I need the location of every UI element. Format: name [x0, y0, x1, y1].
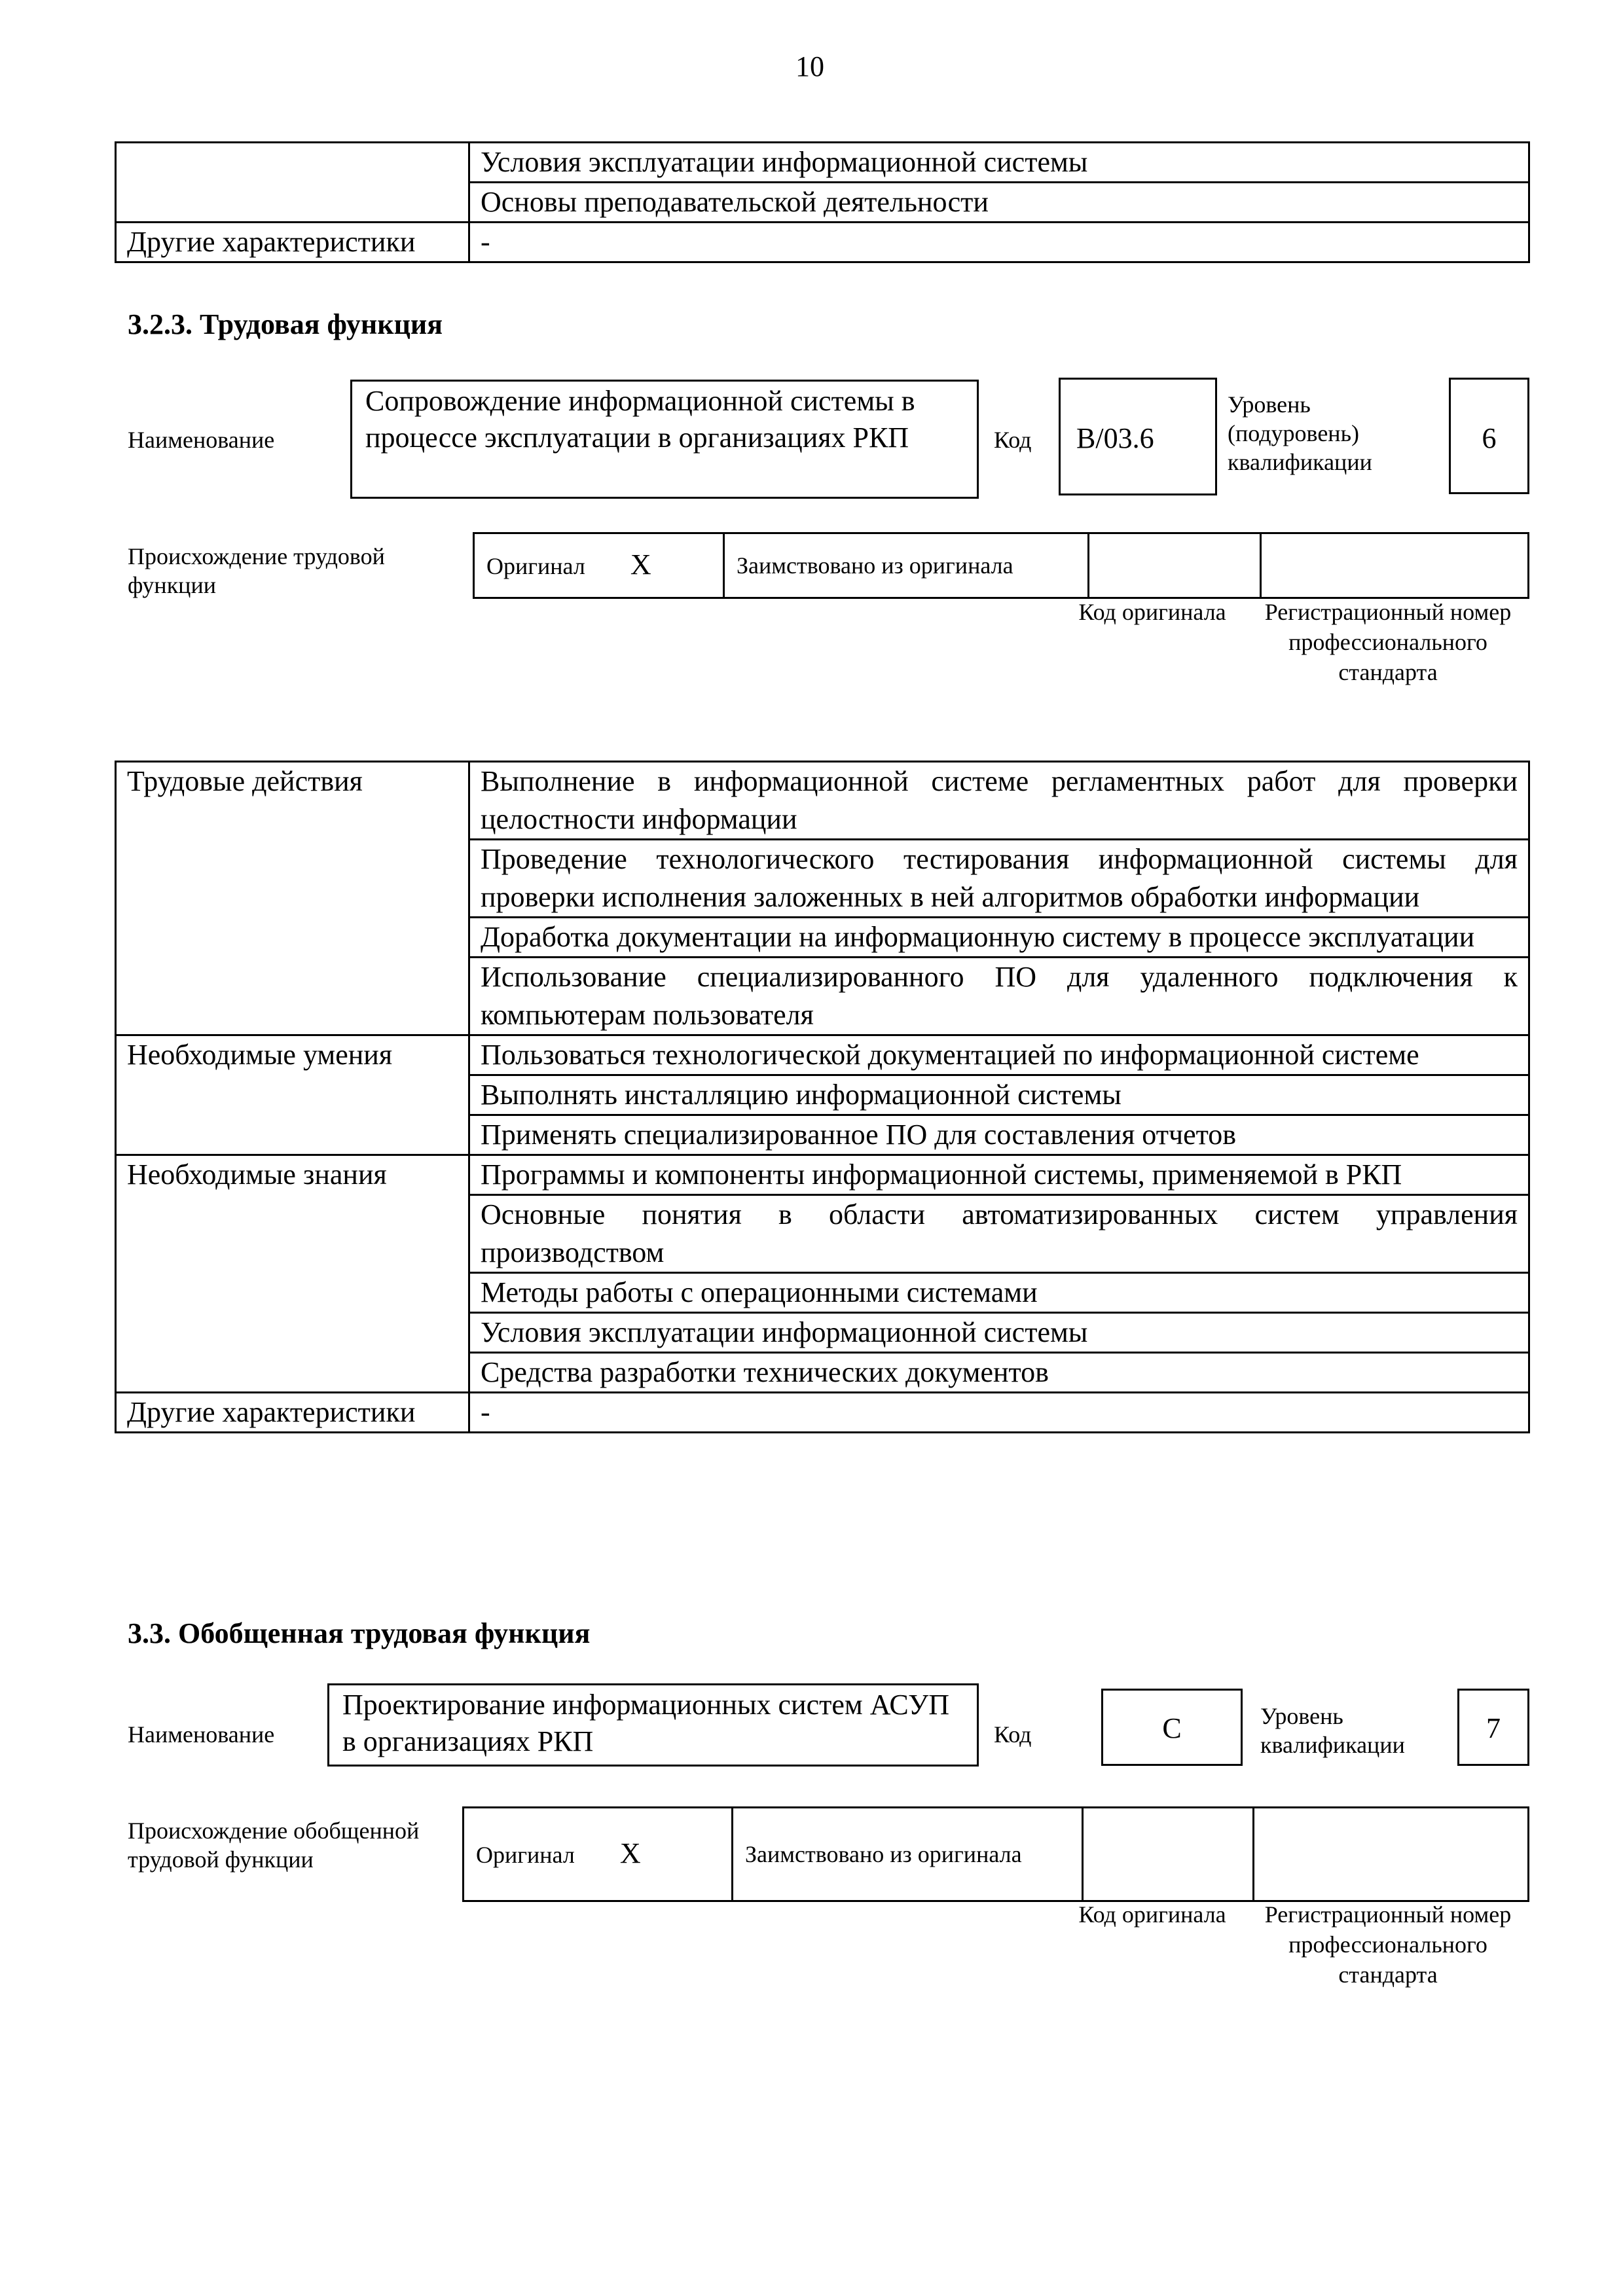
- name-value-33: Проектирование информационных систем АСУП в организациях РКП: [342, 1689, 950, 1757]
- table-cell: Выполнять инсталляцию информационной системы: [469, 1075, 1529, 1115]
- table-cell: Выполнение в информационной системе регламентных работ для проверки целостности информации: [469, 762, 1529, 840]
- original-label-33: Оригинал: [476, 1842, 575, 1868]
- table-cell: Доработка документации на информационную систему в процессе эксплуатации: [469, 918, 1529, 958]
- level-box-33: [1457, 1689, 1529, 1766]
- code-original-caption-33: Код оригинала: [1078, 1901, 1226, 1928]
- table-cell: -: [469, 1393, 1529, 1433]
- reg-number-caption: Регистрационный номер профессионального стандарта: [1264, 599, 1512, 685]
- original-cell: [474, 533, 724, 598]
- name-value-box: [350, 380, 979, 499]
- table-row: [116, 1393, 1529, 1433]
- table-row: [116, 1155, 1529, 1195]
- table-row: [116, 762, 1529, 840]
- code-label-33: Код: [994, 1721, 1032, 1748]
- original-label: Оригинал: [486, 553, 585, 579]
- row-value: Условия эксплуатации информационной системы: [469, 143, 1529, 183]
- origin-label-33: Происхождение обобщенной трудовой функции: [128, 1818, 420, 1873]
- code-original-cell-33: [1083, 1808, 1254, 1901]
- level-value: 6: [1482, 422, 1497, 454]
- table-cell: Программы и компоненты информационной системы, применяемой в РКП: [469, 1155, 1529, 1195]
- level-box: [1449, 378, 1529, 494]
- origin-label: Происхождение трудовой функции: [128, 543, 385, 598]
- table-cell: Методы работы с операционными системами: [469, 1273, 1529, 1313]
- code-box: [1059, 378, 1217, 495]
- table-cell: Средства разработки технических документов: [469, 1353, 1529, 1393]
- table-cell: Условия эксплуатации информационной системы: [469, 1313, 1529, 1353]
- borrowed-label: Заимствовано из оригинала: [724, 533, 1089, 598]
- row-value: Основы преподавательской деятельности: [469, 183, 1529, 223]
- table-cell: Применять специализированное ПО для составления отчетов: [469, 1115, 1529, 1155]
- main-table: [115, 761, 1530, 1433]
- name-value: Сопровождение информационной системы в процессе эксплуатации в организациях РКП: [365, 385, 915, 454]
- row-label: Другие характеристики: [116, 223, 469, 262]
- code-original-caption: Код оригинала: [1078, 599, 1226, 625]
- original-mark-33: X: [619, 1837, 641, 1869]
- level-value-33: 7: [1486, 1712, 1501, 1744]
- top-table: [115, 141, 1530, 263]
- section-heading-323: 3.2.3. Трудовая функция: [128, 308, 443, 340]
- table-row: [116, 143, 1529, 183]
- level-label: Уровень (подуровень) квалификации: [1228, 391, 1372, 475]
- name-label-33: Наименование: [128, 1721, 275, 1748]
- name-value-box-33: [327, 1683, 979, 1767]
- name-label: Наименование: [128, 427, 275, 453]
- table-cell: Пользоваться технологической документацией по информационной системе: [469, 1035, 1529, 1075]
- section-heading-33: 3.3. Обобщенная трудовая функция: [128, 1617, 591, 1649]
- table-row: [116, 1035, 1529, 1075]
- original-cell-33: [464, 1808, 733, 1901]
- code-value-33: C: [1162, 1712, 1182, 1744]
- reg-number-cell: [1261, 533, 1529, 598]
- original-mark: X: [630, 548, 651, 581]
- reg-number-caption-33: Регистрационный номер профессионального стандарта: [1264, 1901, 1512, 1988]
- table-cell: Использование специализированного ПО для удаленного подключения к компьютерам пользователя: [469, 958, 1529, 1035]
- code-original-cell: [1089, 533, 1261, 598]
- group-label: Трудовые действия: [116, 762, 469, 1035]
- table-cell: Основные понятия в области автоматизированных систем управления производством: [469, 1195, 1529, 1273]
- group-label: Необходимые умения: [116, 1035, 469, 1155]
- row-value: -: [469, 223, 1529, 262]
- origin-table: [473, 532, 1529, 599]
- row-label: [116, 143, 469, 223]
- code-label: Код: [994, 427, 1032, 453]
- table-row: [116, 223, 1529, 262]
- group-label: Необходимые знания: [116, 1155, 469, 1393]
- table-cell: Проведение технологического тестирования информационной системы для проверки исполнения заложенных в ней алгоритмов обработки информации: [469, 840, 1529, 918]
- page-number: 10: [795, 50, 824, 82]
- group-label: Другие характеристики: [116, 1393, 469, 1433]
- origin-table-33: [462, 1806, 1529, 1902]
- code-value: B/03.6: [1076, 422, 1154, 454]
- reg-number-cell-33: [1254, 1808, 1529, 1901]
- borrowed-label-33: Заимствовано из оригинала: [733, 1808, 1083, 1901]
- code-box-33: [1101, 1689, 1243, 1766]
- level-label-33: Уровень квалификации: [1260, 1703, 1405, 1758]
